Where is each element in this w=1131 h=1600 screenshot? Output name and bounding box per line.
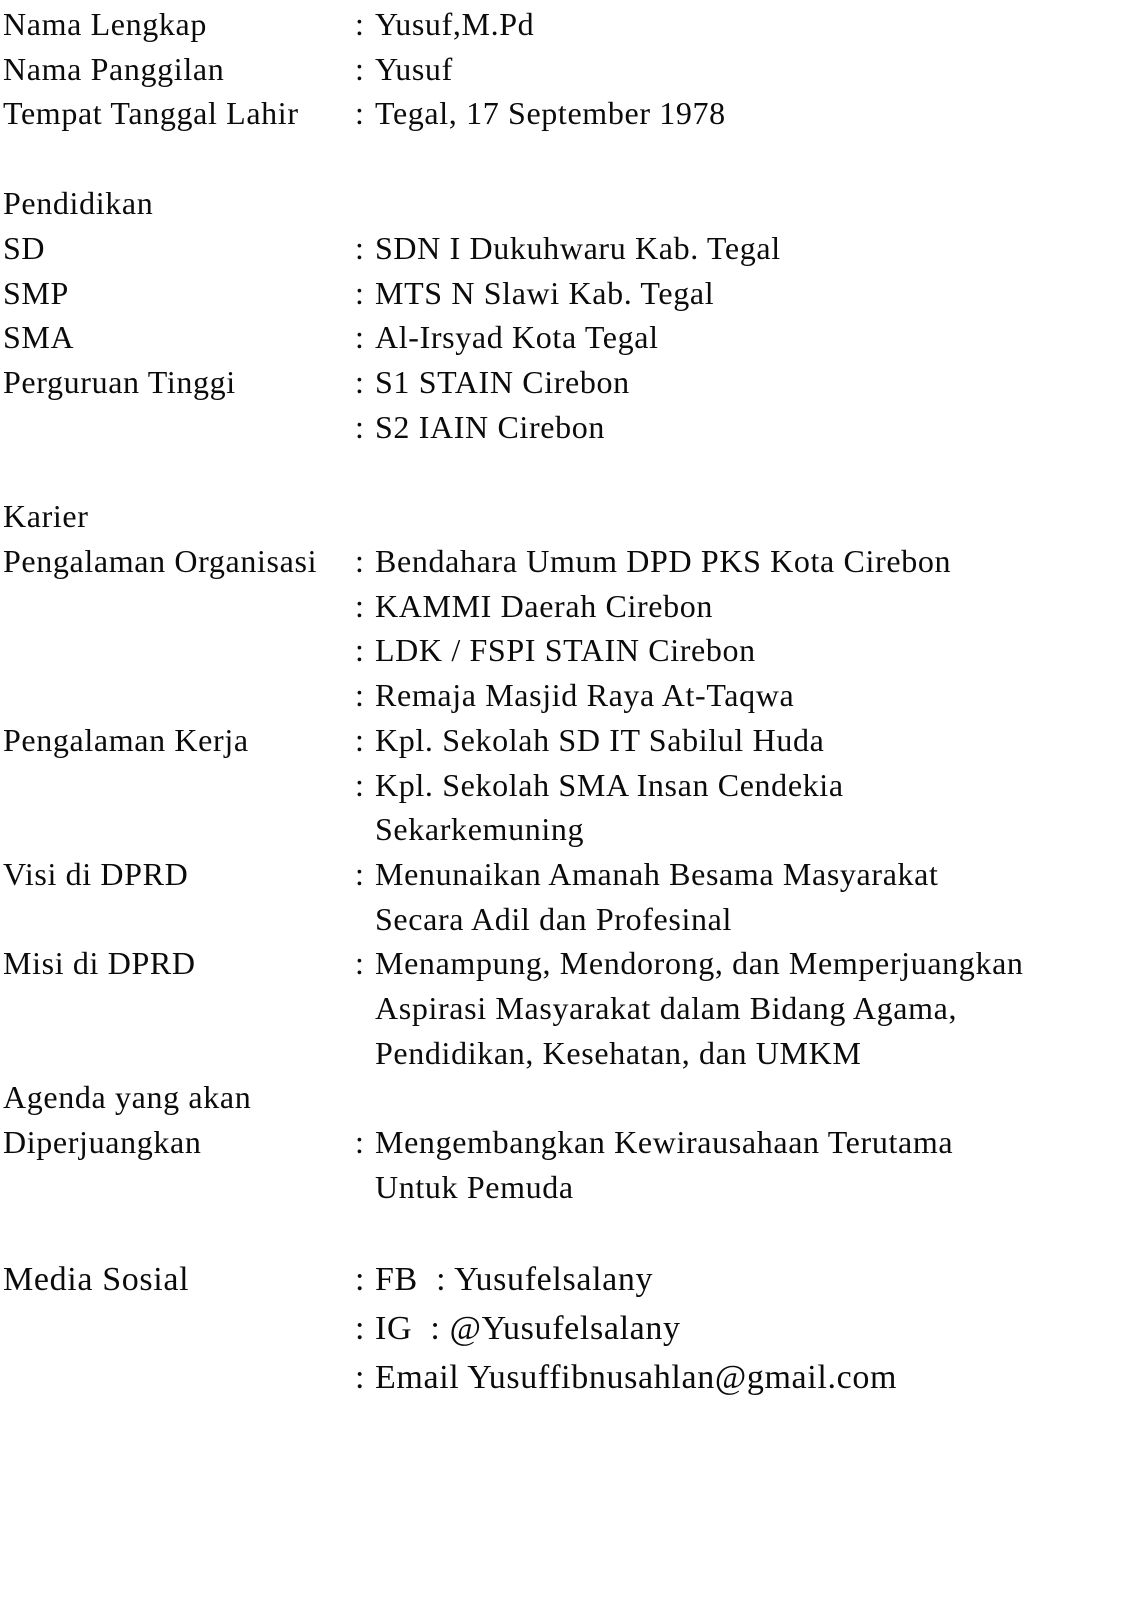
field-value: Yusuf,M.Pd [375, 6, 535, 42]
field-row [3, 628, 1123, 673]
field-label: Pengalaman Organisasi [3, 543, 318, 580]
colon-separator: : [355, 1309, 366, 1347]
field-value: Menampung, Mendorong, dan Memperjuangkan [375, 945, 1024, 982]
field-value: Menunaikan Amanah Besama Masyarakat [375, 855, 939, 892]
field-row [3, 1255, 1123, 1304]
field-value: SDN I Dukuhwaru Kab. Tegal [375, 229, 781, 266]
colon-separator: : [355, 1124, 365, 1161]
field-value: FB : Yusufelsalany [375, 1260, 654, 1298]
field-label: Pengalaman Kerja [3, 721, 249, 758]
colon-separator: : [355, 677, 365, 714]
field-value: Aspirasi Masyarakat dalam Bidang Agama, [375, 990, 958, 1027]
field-label: Perguruan Tinggi [3, 363, 236, 400]
colon-separator: : [355, 408, 365, 445]
colon-separator: : [355, 95, 365, 132]
field-value: Yusuf [375, 50, 453, 87]
section-heading: Pendidikan [3, 185, 154, 222]
colon-separator: : [355, 50, 365, 87]
field-row [3, 315, 1123, 360]
field-value: Mengembangkan Kewirausahaan Terutama [375, 1124, 954, 1161]
field-value: Email Yusuffibnusahlan@gmail.com [375, 1358, 898, 1396]
colon-separator: : [355, 632, 365, 669]
field-label: Nama Panggilan [3, 50, 225, 87]
field-value: IG : @Yusufelsalany [375, 1309, 681, 1347]
section-heading: Karier [3, 498, 89, 535]
field-value: LDK / FSPI STAIN Cirebon [375, 632, 756, 669]
continuation-row [3, 897, 1123, 942]
field-value: S2 IAIN Cirebon [375, 408, 606, 445]
field-label: Diperjuangkan [3, 1124, 202, 1161]
field-label: Media Sosial [3, 1260, 190, 1298]
field-label: Visi di DPRD [3, 855, 189, 892]
field-value: Sekarkemuning [375, 811, 585, 848]
field-label: SMA [3, 319, 75, 356]
field-value: MTS N Slawi Kab. Tegal [375, 274, 715, 311]
section-heading-row [3, 1075, 1123, 1120]
field-row [3, 91, 1123, 136]
field-value: S1 STAIN Cirebon [375, 363, 630, 400]
field-label: Nama Lengkap [3, 6, 208, 42]
section-heading-row [3, 181, 1123, 226]
colon-separator: : [355, 229, 365, 266]
field-value: Al-Irsyad Kota Tegal [375, 319, 659, 356]
colon-separator: : [355, 721, 365, 758]
field-value: Remaja Masjid Raya At-Taqwa [375, 677, 795, 714]
field-value: Kpl. Sekolah SMA Insan Cendekia [375, 766, 844, 803]
field-value: Kpl. Sekolah SD IT Sabilul Huda [375, 721, 825, 758]
continuation-row [3, 1165, 1123, 1210]
section-heading-row [3, 494, 1123, 539]
colon-separator: : [355, 6, 365, 42]
section-heading: Agenda yang akan [3, 1079, 252, 1116]
field-row [3, 360, 1123, 405]
field-row [3, 584, 1123, 629]
blank-line [3, 449, 1123, 494]
field-row [3, 539, 1123, 584]
colon-separator: : [355, 855, 365, 892]
colon-separator: : [355, 1358, 366, 1396]
field-row [3, 2, 1123, 47]
colon-separator: : [355, 319, 365, 356]
colon-separator: : [355, 363, 365, 400]
colon-separator: : [355, 766, 365, 803]
field-row [3, 47, 1123, 92]
field-row [3, 1304, 1123, 1353]
field-row [3, 718, 1123, 763]
colon-separator: : [355, 274, 365, 311]
field-row [3, 405, 1123, 450]
field-label: Tempat Tanggal Lahir [3, 95, 299, 132]
field-row [3, 1353, 1123, 1402]
field-label: Misi di DPRD [3, 945, 196, 982]
field-row [3, 763, 1123, 808]
field-label: SD [3, 229, 46, 266]
colon-separator: : [355, 543, 365, 580]
field-row [3, 226, 1123, 271]
continuation-row [3, 807, 1123, 852]
blank-line [3, 136, 1123, 181]
colon-separator: : [355, 945, 365, 982]
field-value: Tegal, 17 September 1978 [375, 95, 726, 132]
colon-separator: : [355, 1260, 366, 1298]
blank-line [3, 1210, 1123, 1255]
colon-separator: : [355, 587, 365, 624]
field-row [3, 1120, 1123, 1165]
field-row [3, 271, 1123, 316]
field-label: SMP [3, 274, 69, 311]
field-row [3, 852, 1123, 897]
field-value: Untuk Pemuda [375, 1168, 574, 1205]
field-value: KAMMI Daerah Cirebon [375, 587, 714, 624]
field-row [3, 941, 1123, 986]
document-rows [3, 2, 1123, 1402]
continuation-row [3, 986, 1123, 1031]
field-row [3, 673, 1123, 718]
field-value: Pendidikan, Kesehatan, dan UMKM [375, 1034, 862, 1071]
field-value: Secara Adil dan Profesinal [375, 900, 732, 937]
field-value: Bendahara Umum DPD PKS Kota Cirebon [375, 543, 952, 580]
continuation-row [3, 1031, 1123, 1076]
